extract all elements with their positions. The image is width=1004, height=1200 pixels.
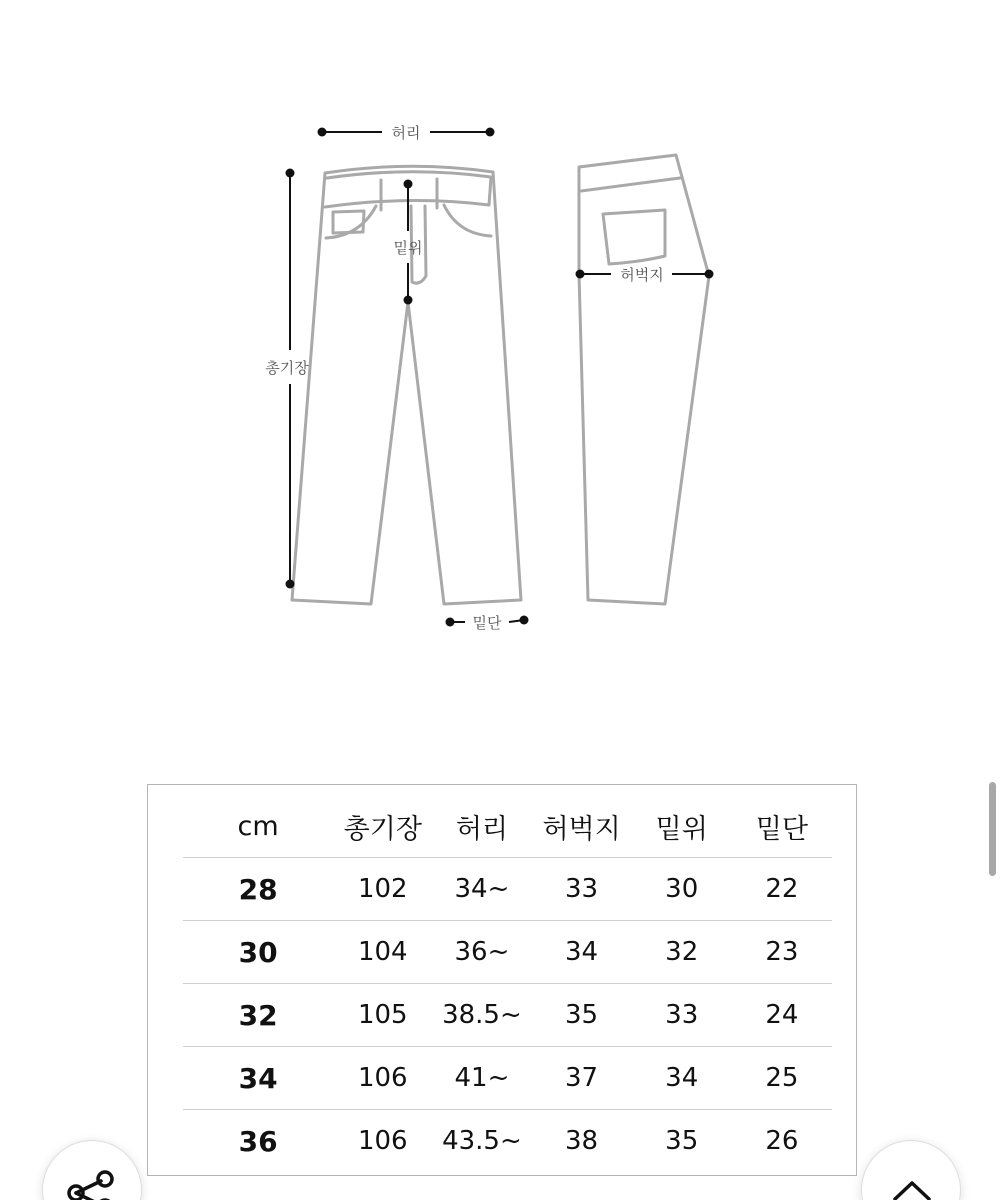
hem-label: 밑단 [472, 614, 502, 632]
size-cell: 30 [183, 921, 333, 984]
waist-cell: 34~ [432, 858, 531, 921]
header-cm: cm [183, 795, 333, 858]
thigh-cell: 37 [531, 1047, 631, 1110]
rise-cell: 34 [632, 1047, 732, 1110]
size-cell: 34 [183, 1047, 333, 1110]
size-cell: 32 [183, 984, 333, 1047]
header-rise: 밑위 [632, 795, 732, 858]
waist-cell: 41~ [432, 1047, 531, 1110]
thigh-cell: 35 [531, 984, 631, 1047]
share-button[interactable] [42, 1140, 142, 1200]
table-row [183, 1110, 832, 1173]
pants-side-icon [579, 155, 709, 604]
rise-cell: 32 [632, 921, 732, 984]
total-length-cell: 106 [333, 1047, 432, 1110]
chevron-up-icon [862, 1141, 962, 1200]
pants-front-icon [292, 166, 521, 604]
thigh-cell: 38 [565, 1126, 599, 1156]
thigh-cell: 34 [531, 921, 631, 984]
total-length-cell: 102 [333, 858, 432, 921]
scroll-to-top-button[interactable] [861, 1140, 961, 1200]
hem-cell: 22 [732, 858, 832, 921]
thigh-cell: 33 [531, 858, 631, 921]
rise-cell: 35 [665, 1126, 699, 1156]
table-row [183, 984, 832, 1047]
table-row [183, 858, 832, 921]
header-waist: 허리 [432, 795, 531, 858]
waist-cell: 43.5~ [442, 1126, 522, 1156]
rise-label: 밑위 [393, 239, 423, 257]
hem-cell: 25 [732, 1047, 832, 1110]
hem-cell: 26 [765, 1126, 799, 1156]
rise-cell: 33 [632, 984, 732, 1047]
hem-cell: 23 [732, 921, 832, 984]
measurement-lines [286, 128, 714, 627]
rise-cell: 30 [632, 858, 732, 921]
size-table-container [147, 784, 857, 1176]
header-thigh: 허벅지 [531, 795, 631, 858]
waist-cell: 38.5~ [432, 984, 531, 1047]
total-length-cell: 106 [357, 1126, 408, 1156]
total-length-cell: 105 [333, 984, 432, 1047]
waist-cell: 36~ [432, 921, 531, 984]
share-icon [43, 1141, 143, 1200]
waist-label: 허리 [391, 124, 421, 142]
total-length-label: 총기장 [265, 359, 309, 377]
table-header-row [183, 795, 832, 858]
hem-cell: 24 [732, 984, 832, 1047]
scrollbar-thumb[interactable] [989, 782, 996, 876]
header-hem: 밑단 [732, 795, 832, 858]
table-row [183, 1047, 832, 1110]
size-cell: 28 [183, 858, 333, 921]
thigh-label: 허벅지 [620, 266, 664, 284]
size-table [183, 795, 832, 1172]
table-row [183, 921, 832, 984]
size-cell: 36 [238, 1124, 278, 1158]
header-total-length: 총기장 [333, 795, 432, 858]
total-length-cell: 104 [333, 921, 432, 984]
